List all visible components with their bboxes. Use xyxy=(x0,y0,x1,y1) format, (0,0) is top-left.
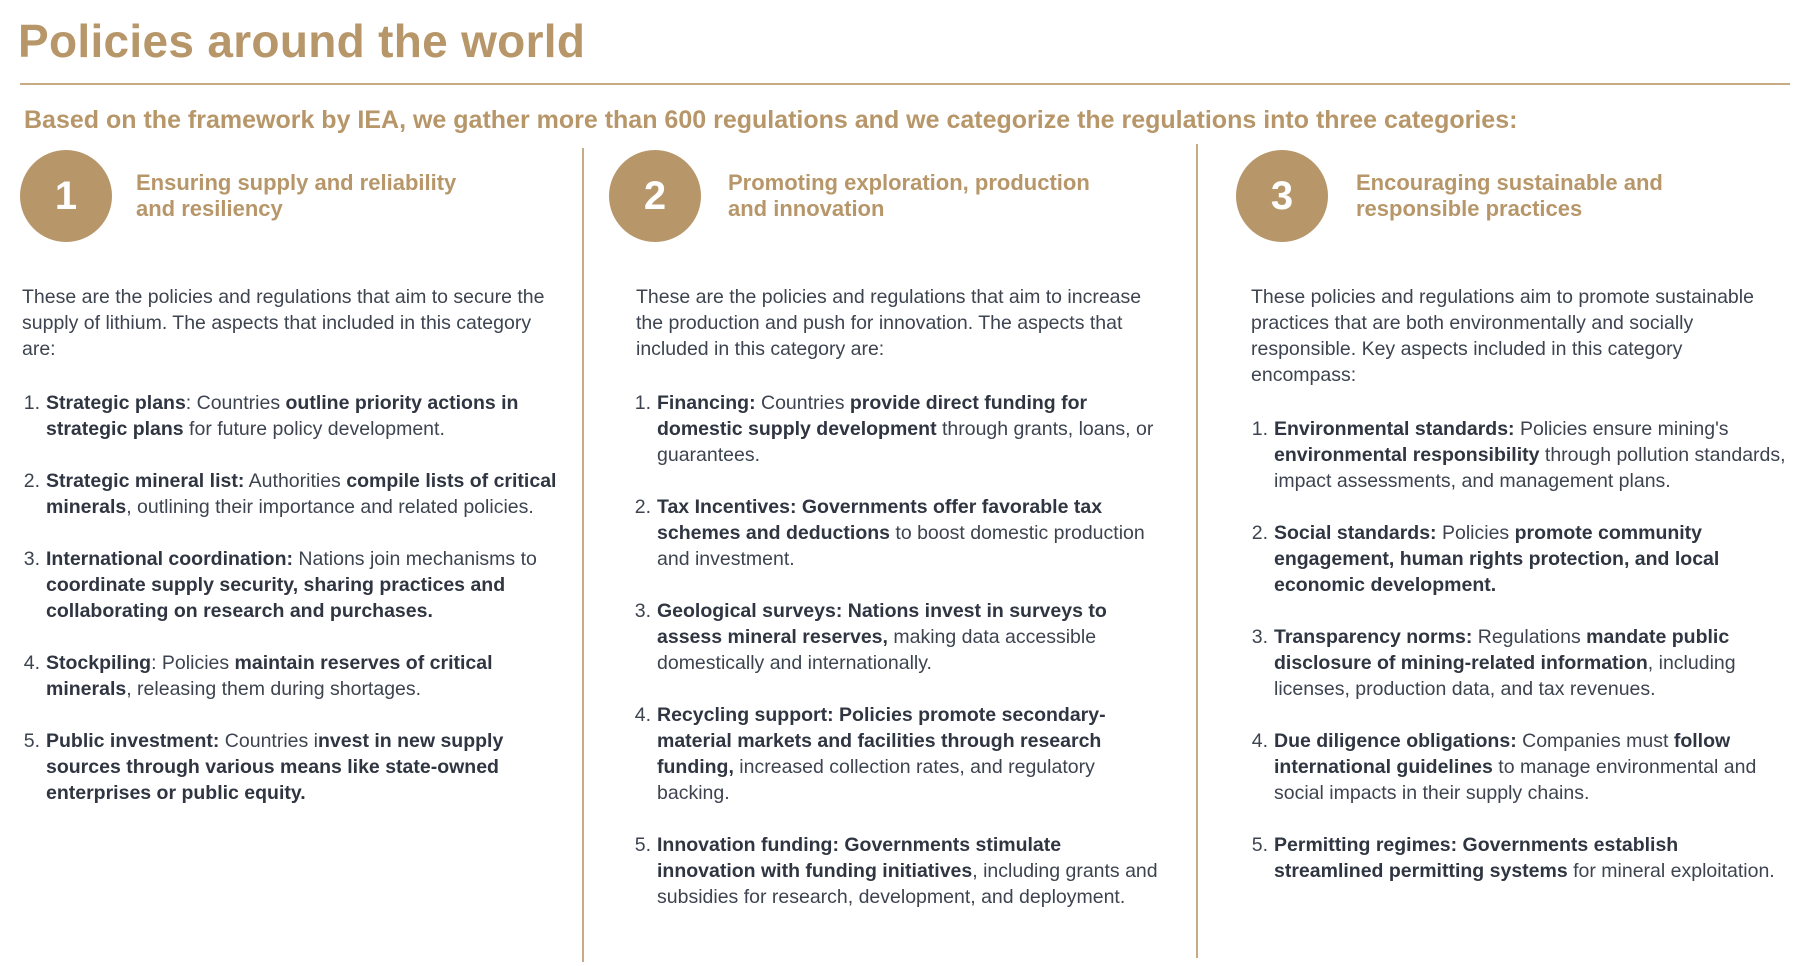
category-intro: These are the policies and regulations that aim to increase the production and push for innovation. The aspects that included in this category are: xyxy=(636,286,1142,360)
list-item-text: for future policy development. xyxy=(183,418,445,440)
list-item-emphasis: Innovation funding: Governments stimulate innovation with funding initiatives xyxy=(657,834,1062,882)
category-heading-line: Ensuring supply and reliability xyxy=(136,170,457,195)
list-item-emphasis: coordinate supply security, sharing practices and collaborating on research and purchases. xyxy=(46,574,506,622)
policy-list-item xyxy=(22,728,560,806)
policy-list-item xyxy=(633,832,1163,910)
list-item-number: 2. xyxy=(23,470,40,492)
list-item-number: 3. xyxy=(23,548,40,570)
list-item-text: , including grants and subsidies for research, development, and deployment. xyxy=(657,860,1158,908)
list-item-number: 1. xyxy=(23,392,40,414)
list-item-emphasis: Strategic plans xyxy=(46,392,186,414)
category-heading xyxy=(728,170,1168,222)
list-item-emphasis: Recycling support: Policies promote secondary-material markets and facilities through research funding, xyxy=(657,704,1106,778)
category-number-badge: 1 xyxy=(20,150,112,242)
list-item-number: 4. xyxy=(634,704,651,726)
list-item-text: through grants, loans, or guarantees. xyxy=(657,418,1154,466)
category-heading-line: and resiliency xyxy=(136,196,283,221)
policy-list-item xyxy=(633,702,1163,806)
category-heading xyxy=(1356,170,1786,222)
list-item-text: , outlining their importance and related policies. xyxy=(126,496,534,518)
list-item-emphasis: Stockpiling xyxy=(46,652,152,674)
list-item-text: , including licenses, production data, and tax revenues. xyxy=(1274,652,1736,700)
list-item-number: 1. xyxy=(634,392,651,414)
list-item-emphasis: mandate public disclosure of mining-related information xyxy=(1274,626,1730,674)
category-number-badge: 3 xyxy=(1236,150,1328,242)
list-item-text: making data accessible domestically and internationally. xyxy=(657,626,1097,674)
list-item-text: Policies xyxy=(1436,522,1515,544)
category-heading-line: Encouraging sustainable and xyxy=(1356,170,1663,195)
list-item-emphasis: nvest in new supply sources through various means like state-owned enterprises or public equity. xyxy=(46,730,504,804)
list-item-number: 5. xyxy=(1251,834,1268,856)
list-item-emphasis: promote community engagement, human rights protection, and local economic development. xyxy=(1274,522,1720,596)
list-item-emphasis: Permitting regimes: Governments establish streamlined permitting systems xyxy=(1274,834,1679,882)
list-item-emphasis: Environmental standards: xyxy=(1274,418,1515,440)
list-item-text: for mineral exploitation. xyxy=(1567,860,1775,882)
list-item-emphasis: Tax Incentives: Governments offer favorable tax schemes and deductions xyxy=(657,496,1103,544)
category-heading xyxy=(136,170,556,222)
list-item-emphasis: maintain reserves of critical minerals xyxy=(46,652,493,700)
list-item-emphasis: International coordination: xyxy=(46,548,293,570)
column-divider-1 xyxy=(582,148,584,962)
list-item-text: : Policies xyxy=(151,652,235,674)
list-item-text: Nations join mechanisms to xyxy=(293,548,537,570)
list-item-number: 3. xyxy=(1251,626,1268,648)
list-item-text: Authorities xyxy=(244,470,347,492)
list-item-text: to boost domestic production and investment. xyxy=(657,522,1145,570)
list-item-emphasis: Transparency norms: xyxy=(1274,626,1473,648)
list-item-emphasis: Public investment: xyxy=(46,730,220,752)
list-item-text: : Countries xyxy=(185,392,286,414)
list-item-emphasis: provide direct funding for domestic supply development xyxy=(657,392,1088,440)
policy-list-item xyxy=(633,390,1163,468)
category-heading-line: Promoting exploration, production xyxy=(728,170,1090,195)
list-item-text: Companies must xyxy=(1516,730,1674,752)
page-title: Policies around the world xyxy=(18,15,586,67)
list-item-text: Policies ensure mining's xyxy=(1514,418,1729,440)
policy-list-item xyxy=(633,494,1163,572)
column-divider-2 xyxy=(1196,144,1198,958)
title-divider xyxy=(20,83,1790,85)
category-intro: These are the policies and regulations that aim to secure the supply of lithium. The aspects that included in this category are: xyxy=(22,286,545,360)
policy-list-item xyxy=(633,598,1163,676)
policy-list xyxy=(633,390,1163,936)
policy-list-item xyxy=(1250,728,1790,806)
list-item-text: to manage environmental and social impacts in their supply chains. xyxy=(1274,756,1757,804)
list-item-number: 3. xyxy=(634,600,651,622)
list-item-emphasis: follow international guidelines xyxy=(1274,730,1731,778)
list-item-number: 2. xyxy=(1251,522,1268,544)
policy-list-item xyxy=(22,468,560,520)
category-intro: These policies and regulations aim to promote sustainable practices that are both environmentally and socially responsible. Key aspects included in this category encompass: xyxy=(1251,286,1754,386)
page-subtitle: Based on the framework by IEA, we gather more than 600 regulations and we categorize the regulations into three categories: xyxy=(24,106,1518,134)
list-item-number: 4. xyxy=(1251,730,1268,752)
list-item-emphasis: Geological surveys: Nations invest in surveys to assess mineral reserves, xyxy=(657,600,1107,648)
policy-list-item xyxy=(22,546,560,624)
policy-list-item xyxy=(1250,832,1790,884)
policy-list-item xyxy=(22,650,560,702)
list-item-number: 5. xyxy=(634,834,651,856)
list-item-emphasis: Due diligence obligations: xyxy=(1274,730,1517,752)
list-item-emphasis: outline priority actions in strategic plans xyxy=(46,392,519,440)
policy-list-item xyxy=(1250,520,1790,598)
list-item-number: 4. xyxy=(23,652,40,674)
list-item-number: 5. xyxy=(23,730,40,752)
list-item-text: through pollution standards, impact assessments, and management plans. xyxy=(1274,444,1786,492)
category-heading-line: responsible practices xyxy=(1356,196,1583,221)
list-item-text: , releasing them during shortages. xyxy=(126,678,422,700)
policy-list xyxy=(1250,416,1790,910)
list-item-text: increased collection rates, and regulatory backing. xyxy=(657,756,1095,804)
list-item-number: 2. xyxy=(634,496,651,518)
policy-list-item xyxy=(1250,624,1790,702)
category-heading-line: and innovation xyxy=(728,196,885,221)
policy-list xyxy=(22,390,560,832)
category-number-badge: 2 xyxy=(609,150,701,242)
policy-list-item xyxy=(22,390,560,442)
list-item-emphasis: environmental responsibility xyxy=(1274,444,1540,466)
list-item-emphasis: compile lists of critical minerals xyxy=(46,470,557,518)
policy-list-item xyxy=(1250,416,1790,494)
list-item-text: Countries xyxy=(755,392,850,414)
list-item-text: Countries i xyxy=(219,730,318,752)
list-item-emphasis: Strategic mineral list: xyxy=(46,470,245,492)
list-item-emphasis: Social standards: xyxy=(1274,522,1437,544)
list-item-number: 1. xyxy=(1251,418,1268,440)
list-item-text: Regulations xyxy=(1472,626,1587,648)
list-item-emphasis: Financing: xyxy=(657,392,756,414)
